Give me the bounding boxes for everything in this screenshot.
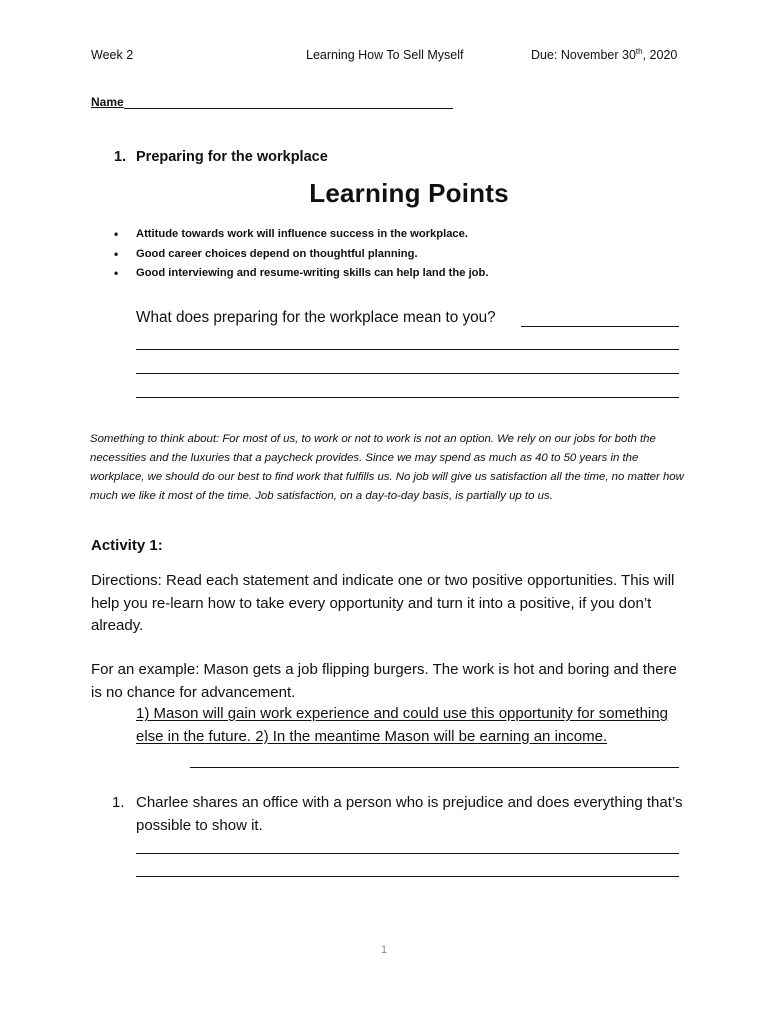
header-title: Learning How To Sell Myself bbox=[306, 48, 464, 62]
section-number: 1. bbox=[114, 149, 127, 165]
answer-line[interactable] bbox=[521, 326, 679, 327]
due-prefix: Due: November 30 bbox=[531, 48, 636, 62]
example-intro: For an example: Mason gets a job flipping burgers. The work is hot and boring and there is no chance for advancement. bbox=[91, 661, 677, 701]
name-field-line[interactable] bbox=[124, 108, 453, 109]
header-week: Week 2 bbox=[91, 48, 134, 62]
answer-line[interactable] bbox=[136, 397, 679, 398]
section-title: Preparing for the workplace bbox=[136, 149, 328, 165]
answer-line[interactable] bbox=[136, 373, 679, 374]
question-text: What does preparing for the workplace mean to you? bbox=[136, 309, 496, 326]
list-item: • Attitude towards work will influence success in the workplace. bbox=[114, 226, 488, 246]
answer-line[interactable] bbox=[190, 767, 679, 768]
question-1-text: Charlee shares an office with a person who is prejudice and does everything that’s possible to show it. bbox=[136, 794, 683, 834]
learning-points-heading: Learning Points bbox=[309, 178, 509, 208]
learning-points-list bbox=[114, 226, 488, 285]
due-sup: th bbox=[635, 46, 643, 56]
question-1-number: 1. bbox=[112, 794, 125, 811]
header-due-date bbox=[531, 48, 677, 62]
activity-directions: Directions: Read each statement and indicate one or two positive opportunities. This will help you re-learn how to take every opportunity and turn it into a positive, if you don’t already. bbox=[91, 572, 675, 634]
name-label: Name bbox=[91, 95, 124, 109]
think-about-paragraph: Something to think about: For most of us, to work or not to work is not an option. We rely on our jobs for both the necessities and the luxuries that a paycheck provides. Since we may spend as much as 40 to 50 years in the workplace, we should do our best to find work that fulfills us. No job will give us satisfaction all the time, no matter how much we like it most of the time. Job satisfaction, on a day-to-day basis, is partially up to us. bbox=[90, 433, 684, 502]
answer-line[interactable] bbox=[136, 853, 679, 854]
list-item: • Good career choices depend on thoughtful planning. bbox=[114, 246, 488, 266]
activity-heading: Activity 1: bbox=[91, 537, 163, 554]
due-suffix: , 2020 bbox=[642, 48, 678, 62]
example-answer: 1) Mason will gain work experience and could use this opportunity for something else in the future. 2) In the meantime Mason will be earning an income. bbox=[136, 705, 668, 745]
list-item: • Good interviewing and resume-writing skills can help land the job. bbox=[114, 265, 488, 285]
answer-line[interactable] bbox=[136, 349, 679, 350]
page-number: 1 bbox=[381, 944, 388, 956]
answer-line[interactable] bbox=[136, 876, 679, 877]
